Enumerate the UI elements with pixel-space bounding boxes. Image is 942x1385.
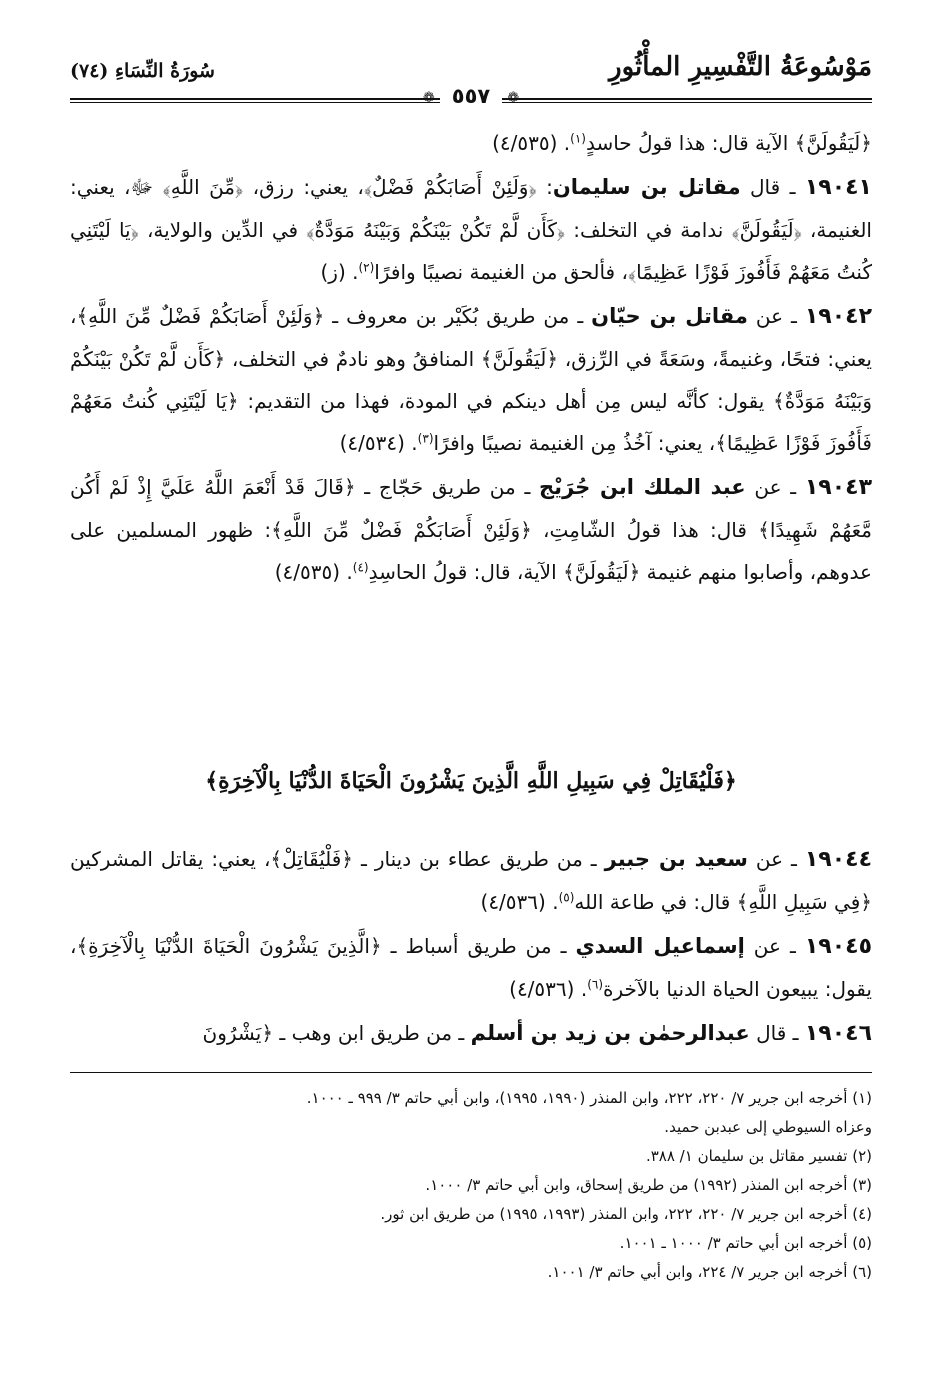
- footnote: (٦) أخرجه ابن جرير ٧/ ٢٢٤، وابن أبي حاتم ٣/ ١٠٠١.: [547, 1263, 872, 1281]
- paragraph-text: ـ من طريق أسباط ـ ﴿الَّذِينَ يَشْرُونَ الْحَيَاةَ الدُّنْيَا بِالْآخِرَةِ﴾، يقول: يبيعون الحياة الدنيا بالآخرة: [70, 934, 872, 1001]
- report-number: ١٩٠٤٤: [804, 847, 872, 872]
- footnote: (٢) تفسير مقاتل بن سليمان ١/ ٣٨٨.: [645, 1147, 872, 1165]
- footnote-marker: (٣): [417, 431, 434, 446]
- ornament-icon: ❁: [507, 90, 520, 106]
- volume-reference: (٤/٥٣٥): [492, 131, 558, 155]
- paragraph-lead: ـ قال: [740, 175, 805, 199]
- paragraph: [70, 122, 872, 164]
- paragraph: [70, 1012, 872, 1055]
- footnote: (٥) أخرجه ابن أبي حاتم ٣/ ١٠٠٠ ـ ١٠٠١.: [619, 1234, 872, 1252]
- volume-reference: (ز): [320, 260, 346, 284]
- paragraph: [70, 166, 872, 293]
- narrator-name: مقاتل بن حيّان: [591, 304, 748, 328]
- paragraph-lead: ـ قال: [749, 1021, 805, 1045]
- paragraph-text: ﴿لَيَقُولَنَّ﴾ الآية قال: هذا قولُ حاسدٍ: [585, 131, 872, 155]
- paragraph-text: ـ من طريق حَجّاج ـ ﴿قَالَ قَدْ أَنْعَمَ اللَّهُ عَلَيَّ إِذْ لَمْ أَكُن مَّعَهُمْ شَهِيدًا﴾ قال: هذا قولُ الشّامِتِ، ﴿وَلَئِنْ أَصَابَكُمْ فَضْلٌ مِّنَ اللَّهِ﴾: ظهور المسلمين على عدوهم، وأصابوا منهم غنيمة ﴿لَيَقُولَنَّ﴾ الآية، قال: قولُ الحاسِدِ: [70, 475, 872, 584]
- paragraph-tail: .: [574, 977, 588, 1001]
- narrator-name: سعيد بن جبير: [604, 847, 748, 871]
- footnote-marker: (٤): [352, 560, 369, 575]
- ornament-icon: ❁: [422, 90, 435, 106]
- paragraph-tail: .: [557, 131, 571, 155]
- paragraph-tail: .: [345, 260, 359, 284]
- volume-reference: (٤/٥٣٤): [339, 431, 405, 455]
- paragraph-lead: ـ عن: [747, 847, 805, 871]
- paragraph-text: ـ من طريق ابن وهب ـ ﴿يَشْرُونَ: [202, 1021, 471, 1045]
- report-number: ١٩٠٤٦: [804, 1021, 872, 1046]
- paragraph-lead: ـ عن: [744, 934, 805, 958]
- footnote: (٤) أخرجه ابن جرير ٧/ ٢٢٠، ٢٢٢، وابن المنذر (١٩٩٣، ١٩٩٥) من طريق ابن ثور.: [380, 1205, 872, 1223]
- narrator-name: إسماعيل السدي: [575, 934, 745, 958]
- paragraph: [70, 925, 872, 1010]
- main-text: [70, 122, 872, 593]
- paragraph-tail: .: [404, 431, 418, 455]
- footnotes: [70, 1084, 872, 1287]
- report-number: ١٩٠٤٥: [804, 934, 872, 959]
- report-number: ١٩٠٤١: [804, 175, 872, 200]
- volume-reference: (٤/٥٣٦): [480, 890, 546, 914]
- page-number-block: [70, 86, 872, 110]
- paragraph-tail: .: [340, 560, 353, 584]
- page-header: [70, 52, 872, 108]
- footnote: وعزاه السيوطي إلى عبدبن حميد.: [664, 1118, 872, 1136]
- book-title: مَوْسُوعَةُ التَّفْسِيرِ المأْثُورِ: [609, 52, 872, 82]
- narrator-name: عبدالرحمٰن بن زيد بن أسلم: [470, 1021, 750, 1045]
- paragraph-lead: ـ عن: [745, 475, 805, 499]
- footnote-marker: (٦): [587, 977, 604, 992]
- paragraph: [70, 466, 872, 593]
- footnote-rule: [70, 1072, 872, 1073]
- paragraph-tail: .: [545, 890, 559, 914]
- volume-reference: (٤/٥٣٦): [509, 977, 575, 1001]
- footnote: (٣) أخرجه ابن المنذر (١٩٩٢) من طريق إسحاق، وابن أبي حاتم ٣/ ١٠٠٠.: [425, 1176, 872, 1194]
- page-number: ٥٥٧: [440, 84, 502, 108]
- surah-label: سُورَةُ النِّسَاءِ (٧٤): [70, 60, 215, 82]
- report-number: ١٩٠٤٣: [804, 475, 872, 500]
- paragraph: [70, 838, 872, 923]
- footnote-marker: (٥): [558, 890, 575, 905]
- main-text-continued: [70, 838, 872, 1055]
- paragraph-text: ـ من طريق بُكَيْر بن معروف ـ ﴿وَلَئِنْ أَصَابَكُمْ فَضْلٌ مِّنَ اللَّهِ﴾، يعني: فتحًا، وغنيمةً، وسَعَةً في الرِّزق، ﴿لَيَقُولَنَّ﴾ المنافقُ وهو نادمٌ في التخلف، ﴿كَأَن لَّمْ تَكُنْ بَيْنَكُمْ وَبَيْنَهُ مَوَدَّةٌ﴾ يقول: كأنَّه ليس مِن أهل دينكم في المودة، فهذا من التقديم: ﴿يَا لَيْتَنِي كُنتُ مَعَهُمْ فَأَفُوزَ فَوْزًا عَظِيمًا﴾، يعني: آخُذُ مِن الغنيمة نصيبًا وافرًا: [70, 304, 872, 455]
- paragraph-text: : ﴿وَلَئِنْ أَصَابَكُمْ فَضْلٌ﴾، يعني: رزق، ﴿مِّنَ اللَّهِ﴾ ﷻ، يعني: الغنيمة، ﴿لَيَقُولَنَّ﴾ ندامة في التخلف: ﴿كَأَن لَّمْ تَكُنْ بَيْنَكُمْ وَبَيْنَهُ مَوَدَّةٌ﴾ في الدِّين والولاية، ﴿يَا لَيْتَنِي كُنتُ مَعَهُمْ فَأَفُوزَ فَوْزًا عَظِيمًا﴾، فألحق من الغنيمة نصيبًا وافرًا: [70, 175, 872, 284]
- narrator-name: عبد الملك ابن جُرَيْج: [539, 475, 746, 499]
- report-number: ١٩٠٤٢: [804, 304, 872, 329]
- footnote-marker: (١): [570, 131, 586, 146]
- verse-heading: ﴿فَلْيُقَاتِلْ فِي سَبِيلِ اللَّهِ الَّذِينَ يَشْرُونَ الْحَيَاةَ الدُّنْيَا بِالْآخِرَةِ﴾: [205, 768, 737, 794]
- narrator-name: مقاتل بن سليمان: [552, 175, 741, 199]
- footnote-marker: (٢): [358, 260, 375, 275]
- volume-reference: (٤/٥٣٥): [274, 560, 341, 584]
- paragraph: [70, 295, 872, 464]
- paragraph-lead: ـ عن: [747, 304, 805, 328]
- paragraph-text: ـ من طريق عطاء بن دينار ـ ﴿فَلْيُقَاتِلْ﴾، يعني: يقاتل المشركين ﴿فِي سَبِيلِ اللَّهِ﴾ قال: في طاعة الله: [70, 847, 872, 914]
- footnote: (١) أخرجه ابن جرير ٧/ ٢٢٠، ٢٢٢، وابن المنذر (١٩٩٠، ١٩٩٥)، وابن أبي حاتم ٣/ ٩٩٩ ـ ١٠٠٠.: [306, 1089, 872, 1107]
